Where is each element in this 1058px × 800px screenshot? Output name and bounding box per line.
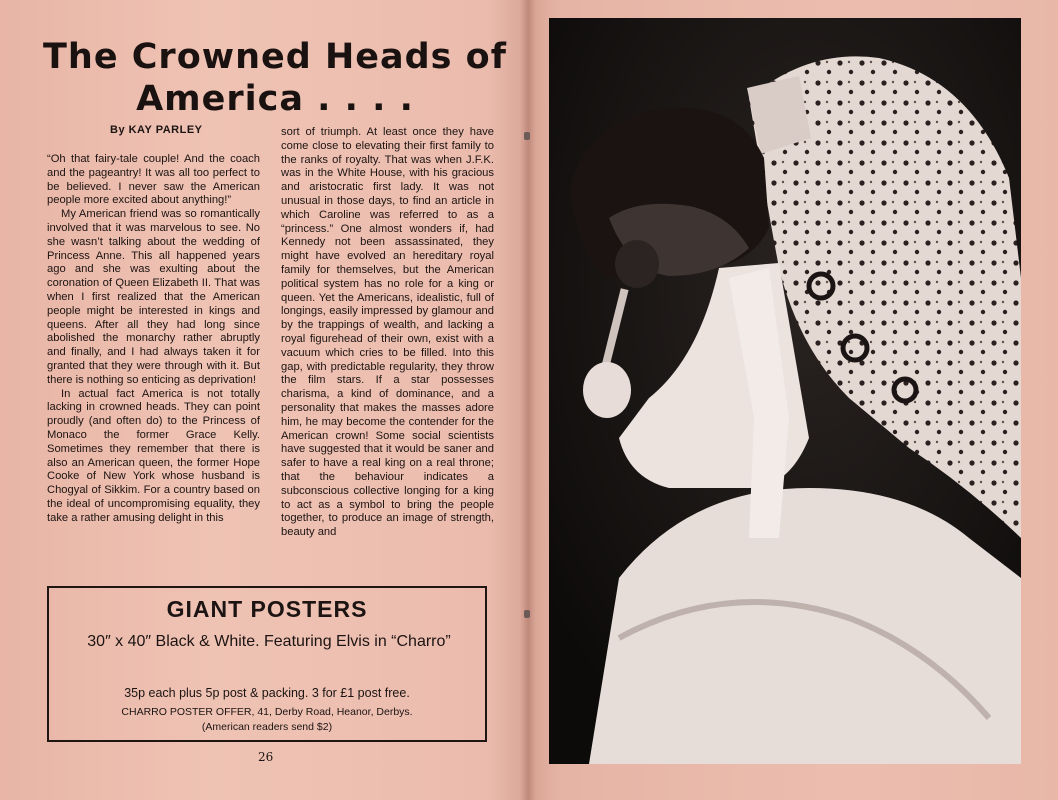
staple bbox=[524, 610, 530, 618]
advert-address: CHARRO POSTER OFFER, 41, Derby Road, Heanor, Derbys. bbox=[121, 706, 413, 718]
article-column-right bbox=[281, 126, 494, 582]
poster-advert bbox=[47, 586, 487, 742]
advert-title: GIANT POSTERS bbox=[166, 596, 368, 622]
elvis-photo bbox=[549, 18, 1021, 764]
performer-photo-illustration bbox=[549, 18, 1021, 764]
spine-gutter bbox=[520, 0, 536, 800]
article-paragraph: My American friend was so romantically involved that it was marvelous to see. No she wasn’t talking about the wedding of Princess Anne. This all happened years ago and she was exulting about the coronation of Queen Elizabeth II. That was when I first realized that the American people might be interested in kings and queens. After all they had long since abolished the monarchy rather abruptly and finally, and I had always taken it for granted that they were through with it. But there is nothing so enticing as deprivation! bbox=[47, 208, 260, 386]
article-title: The Crowned Heads of America . . . . bbox=[43, 37, 507, 119]
article-column-left bbox=[47, 153, 260, 583]
article-paragraph: In actual fact America is not totally lacking in crowned heads. They can point proudly (and often do) to the Princess of Monaco the former Grace Kelly. Sometimes they remember that there is also an American queen, the former Hope Cooke of New York whose husband is Chogyal of Sikkim. For a country based on the ideal of uncompromising equality, they take a rather amusing delight in this bbox=[47, 387, 260, 524]
page-number: 26 bbox=[258, 750, 274, 764]
article-paragraph: sort of triumph. At least once they have come close to elevating their first family to the ranks of royalty. That was when J.F.K. was in the White House, with his gracious and aristocratic first lady. It was not unusual in those days, to find an article in which Caroline was referred to as a “princess.” One almost wonders if, had Kennedy not been assassinated, they might have evolved an hereditary royal family for themselves, but the American political system has no role for a king or queen. Yet the Americans, idealistic, full of longings, easily impressed by glamour and by the trappings of wealth, and lacking a royal figurehead of their own, exist with a vacuum which cries to be filled. Into this gap, with predictable regularity, they throw the film stars. If a star possesses charisma, a kind of dominance, and a personality that makes the masses adore him, he may become the contender for the American crown! Some social scientists have suggested that it would be saner and safer to have a real king on a real throne; that the behaviour indicates a subconscious collective longing for a king to act as a symbol to bring the people together, to produce an image of strength, beauty and bbox=[281, 126, 494, 539]
advert-note: (American readers send $2) bbox=[201, 721, 333, 733]
article-paragraph: “Oh that fairy-tale couple! And the coach and the pageantry! It was all too perfect to be believed. I never saw the American people more excited about anything!” bbox=[47, 153, 260, 207]
staple bbox=[524, 132, 530, 140]
left-page bbox=[0, 0, 528, 800]
advert-price: 35p each plus 5p post & packing. 3 for £1 post free. bbox=[124, 686, 410, 700]
article-byline: By KAY PARLEY bbox=[110, 124, 203, 136]
advert-subtitle: 30″ x 40″ Black & White. Featuring Elvis in “Charro” bbox=[87, 633, 451, 650]
